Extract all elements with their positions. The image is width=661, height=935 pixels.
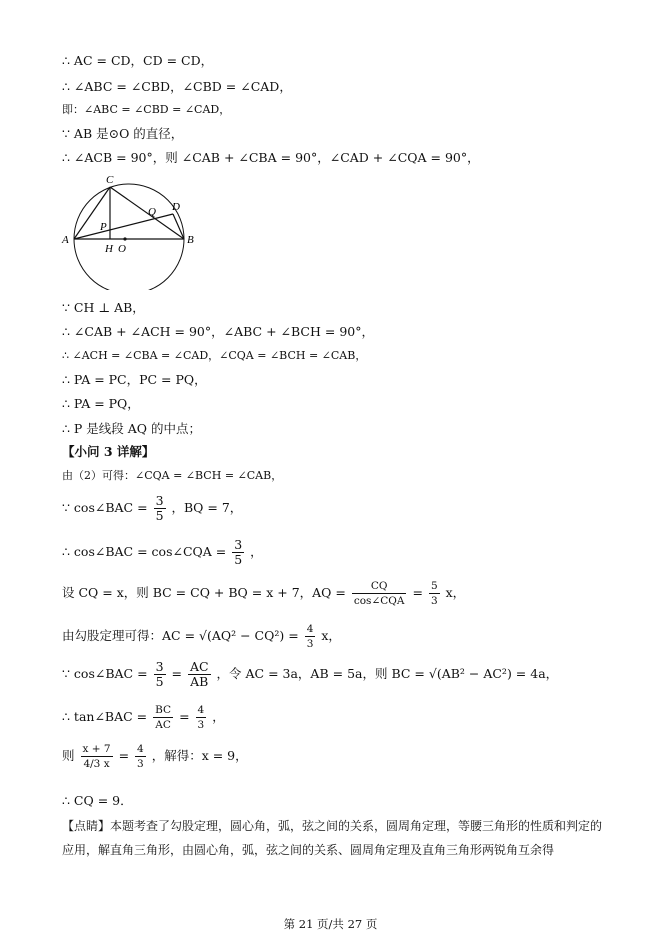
segment-cb xyxy=(110,187,184,239)
label-p: P xyxy=(100,221,107,233)
section-heading: 【小问 3 详解】 xyxy=(62,444,155,459)
line-answer: ∴ CQ = 9． xyxy=(62,793,133,808)
line-pythagoras: 由勾股定理可得：AC = √(AQ² − CQ²) = $\frac{4}{3}$ x， xyxy=(62,623,341,650)
label-o: O xyxy=(118,243,126,255)
line-perpendicular: ∵ CH ⊥ AB， xyxy=(62,300,145,315)
line-cos-ratio: ∵ cos∠BAC = $\frac{3}{5}$ = $\frac{AC}{AB}$ ，令 AC = 3a，AB = 5a，则 BC = √(AB² − AC²) = 4a， xyxy=(62,659,559,689)
line-cos-equal: ∴ cos∠BAC = cos∠CQA = $\frac{3}{5}$ ， xyxy=(62,537,263,567)
label-q: Q xyxy=(148,206,156,218)
line-right-angle: ∴ ∠ACB = 90°，则 ∠CAB + ∠CBA = 90°，∠CAD + ∠CQA = 90°， xyxy=(62,150,480,165)
line-angle-equal-2: 即：∠ABC = ∠CBD = ∠CAD， xyxy=(62,103,231,116)
label-d: D xyxy=(172,201,180,213)
label-c: C xyxy=(106,174,114,186)
line-angle-equal-1: ∴ ∠ABC = ∠CBD，∠CBD = ∠CAD， xyxy=(62,79,292,94)
label-a: A xyxy=(62,234,69,246)
line-solve: 则 $\frac{x + 7}{4/3 x}$ = $\frac{4}{3}$ ，解得：x = 9， xyxy=(62,743,248,770)
line-pa-pc: ∴ PA = PC，PC = PQ， xyxy=(62,372,207,387)
line-diameter: ∵ AB 是⊙O 的直径， xyxy=(62,126,184,141)
circle-figure xyxy=(60,172,200,290)
line-equal-angles: ∴ ∠ACH = ∠CBA = ∠CAD，∠CQA = ∠BCH = ∠CAB， xyxy=(62,349,367,362)
line-set-cq: 设 CQ = x，则 BC = CQ + BQ = x + 7，AQ = $\frac{CQ}{\text{cos∠CQA}}$ = $\frac{5}{3}$ x， xyxy=(62,580,466,607)
comment-paragraph: 【点睛】本题考查了勾股定理，圆心角，弧，弦之间的关系，圆周角定理，等腰三角形的性质和判定的应用，解直角三角形，由圆心角，弧，弦之间的关系、圆周角定理及直角三角形两锐角互余得 xyxy=(62,819,603,857)
line-cos-given: ∵ cos∠BAC = $\frac{3}{5}$ ，BQ = 7， xyxy=(62,493,243,523)
line-tan: ∴ tan∠BAC = $\frac{BC}{AC}$ = $\frac{4}{3}$ ， xyxy=(62,704,225,731)
line-complement: ∴ ∠CAB + ∠ACH = 90°，∠ABC + ∠BCH = 90°， xyxy=(62,324,374,339)
line-midpoint: ∴ P 是线段 AQ 的中点； xyxy=(62,421,202,436)
center-point xyxy=(123,237,126,240)
label-h: H xyxy=(105,243,113,255)
label-b: B xyxy=(187,234,194,246)
page-footer: 第 21 页/共 27 页 xyxy=(283,917,378,931)
line-arc-equal: ∴ AC = CD，CD = CD， xyxy=(62,53,214,68)
line-pa-pq: ∴ PA = PQ， xyxy=(62,396,140,411)
line-from-part2: 由（2）可得：∠CQA = ∠BCH = ∠CAB， xyxy=(62,469,283,482)
